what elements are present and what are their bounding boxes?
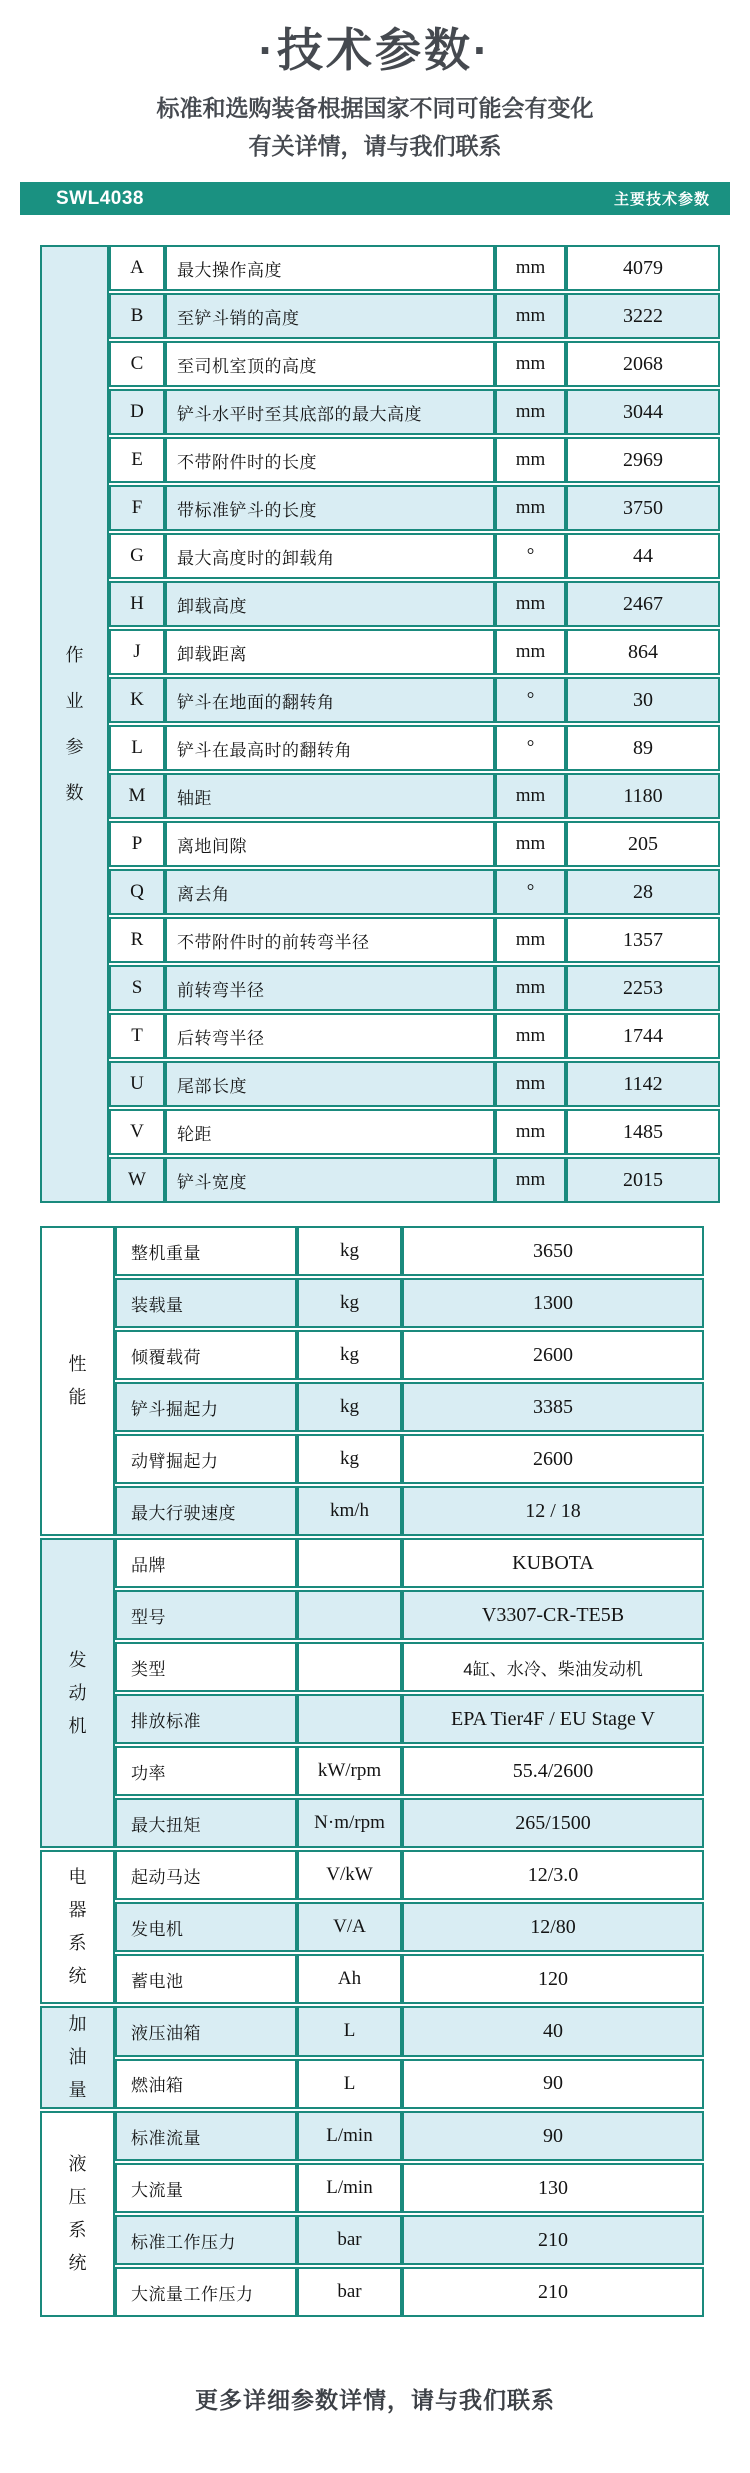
detail-item: 最大扭矩 — [115, 1798, 297, 1848]
detail-unit: Ah — [297, 1954, 402, 2004]
detail-value: EPA Tier4F / EU Stage V — [402, 1694, 704, 1744]
detail-row — [40, 1746, 704, 1796]
spec-item: 不带附件时的长度 — [165, 437, 495, 483]
spec-row-R — [40, 917, 720, 963]
spec-unit: mm — [495, 1109, 566, 1155]
spec-code: U — [109, 1061, 165, 1107]
spec-value: 2467 — [566, 581, 720, 627]
banner-label: 主要技术参数 — [613, 191, 710, 208]
detail-value: KUBOTA — [402, 1538, 704, 1588]
section-label-operating-parameters: 作 业 参 数 — [40, 245, 109, 1203]
spec-row-L — [40, 725, 720, 771]
detail-row — [40, 1694, 704, 1744]
detail-unit: km/h — [297, 1486, 402, 1536]
spec-item: 后转弯半径 — [165, 1013, 495, 1059]
spec-value: 2015 — [566, 1157, 720, 1203]
spec-unit: mm — [495, 245, 566, 291]
detail-unit — [297, 1538, 402, 1588]
detail-row — [40, 1954, 704, 2004]
detail-item: 液压油箱 — [115, 2006, 297, 2057]
spec-item: 铲斗在最高时的翻转角 — [165, 725, 495, 771]
detail-value: 40 — [402, 2006, 704, 2057]
detail-item: 装载量 — [115, 1278, 297, 1328]
detail-value: 90 — [402, 2111, 704, 2161]
spec-unit: ° — [495, 869, 566, 915]
spec-row-A — [40, 245, 720, 291]
detail-value: 55.4/2600 — [402, 1746, 704, 1796]
spec-item: 铲斗宽度 — [165, 1157, 495, 1203]
spec-unit: mm — [495, 1157, 566, 1203]
detail-value: 4缸、水冷、柴油发动机 — [402, 1642, 704, 1692]
model-name: SWL4038 — [56, 187, 144, 209]
spec-value: 1744 — [566, 1013, 720, 1059]
operating-parameters-table — [40, 243, 720, 1205]
detail-unit: kg — [297, 1226, 402, 1276]
spec-row-E — [40, 437, 720, 483]
spec-value: 2969 — [566, 437, 720, 483]
detail-unit: L — [297, 2059, 402, 2110]
detail-item: 排放标准 — [115, 1694, 297, 1744]
detail-row — [40, 1278, 704, 1328]
detail-value: 210 — [402, 2267, 704, 2317]
spec-value: 28 — [566, 869, 720, 915]
detail-row — [40, 1850, 704, 1900]
spec-unit: ° — [495, 725, 566, 771]
footer-note: 更多详细参数详情，请与我们联系 — [195, 2387, 555, 2413]
detail-unit — [297, 1694, 402, 1744]
spec-value: 2253 — [566, 965, 720, 1011]
detail-value: 120 — [402, 1954, 704, 2004]
detail-unit: bar — [297, 2215, 402, 2265]
detail-value: 12 / 18 — [402, 1486, 704, 1536]
spec-value: 1357 — [566, 917, 720, 963]
spec-row-T — [40, 1013, 720, 1059]
detail-unit: kW/rpm — [297, 1746, 402, 1796]
spec-item: 卸载高度 — [165, 581, 495, 627]
spec-item: 最大高度时的卸载角 — [165, 533, 495, 579]
spec-row-Q — [40, 869, 720, 915]
spec-unit: mm — [495, 821, 566, 867]
spec-unit: mm — [495, 1013, 566, 1059]
spec-item: 轴距 — [165, 773, 495, 819]
spec-unit: mm — [495, 485, 566, 531]
spec-item: 最大操作高度 — [165, 245, 495, 291]
detail-item: 铲斗掘起力 — [115, 1382, 297, 1432]
spec-row-S — [40, 965, 720, 1011]
spec-value: 1180 — [566, 773, 720, 819]
detail-unit: kg — [297, 1330, 402, 1380]
spec-code: Q — [109, 869, 165, 915]
spec-row-P — [40, 821, 720, 867]
spec-value: 4079 — [566, 245, 720, 291]
detail-row — [40, 1642, 704, 1692]
detail-value: 265/1500 — [402, 1798, 704, 1848]
detail-unit: N·m/rpm — [297, 1798, 402, 1848]
spec-value: 1142 — [566, 1061, 720, 1107]
detail-value: V3307-CR-TE5B — [402, 1590, 704, 1640]
detail-value: 12/3.0 — [402, 1850, 704, 1900]
detail-row — [40, 1590, 704, 1640]
spec-value: 30 — [566, 677, 720, 723]
page-title: ·技术参数· — [258, 24, 492, 76]
spec-item: 前转弯半径 — [165, 965, 495, 1011]
detail-item: 燃油箱 — [115, 2059, 297, 2110]
spec-value: 864 — [566, 629, 720, 675]
detail-row — [40, 1226, 704, 1276]
detail-unit — [297, 1590, 402, 1640]
spec-code: S — [109, 965, 165, 1011]
section-label-2: 电 器 系 统 — [40, 1850, 115, 2004]
spec-item: 不带附件时的前转弯半径 — [165, 917, 495, 963]
page-header — [0, 24, 750, 162]
detail-item: 最大行驶速度 — [115, 1486, 297, 1536]
spec-unit: ° — [495, 533, 566, 579]
detail-item: 起动马达 — [115, 1850, 297, 1900]
spec-value: 3044 — [566, 389, 720, 435]
spec-code: G — [109, 533, 165, 579]
spec-row-U — [40, 1061, 720, 1107]
detail-row — [40, 1902, 704, 1952]
spec-code: V — [109, 1109, 165, 1155]
detail-row — [40, 2111, 704, 2161]
spec-code: H — [109, 581, 165, 627]
spec-unit: mm — [495, 437, 566, 483]
machine-specs-table — [40, 1224, 704, 2319]
detail-item: 发电机 — [115, 1902, 297, 1952]
spec-item: 卸载距离 — [165, 629, 495, 675]
spec-row-V — [40, 1109, 720, 1155]
detail-row — [40, 2059, 704, 2110]
detail-item: 型号 — [115, 1590, 297, 1640]
spec-code: T — [109, 1013, 165, 1059]
detail-value: 1300 — [402, 1278, 704, 1328]
detail-row — [40, 2006, 704, 2057]
spec-row-K — [40, 677, 720, 723]
spec-item: 尾部长度 — [165, 1061, 495, 1107]
spec-item: 轮距 — [165, 1109, 495, 1155]
spec-code: E — [109, 437, 165, 483]
detail-row — [40, 2163, 704, 2213]
spec-value: 1485 — [566, 1109, 720, 1155]
spec-unit: mm — [495, 965, 566, 1011]
detail-row — [40, 1434, 704, 1484]
detail-unit: kg — [297, 1278, 402, 1328]
detail-unit: kg — [297, 1382, 402, 1432]
spec-unit: mm — [495, 629, 566, 675]
detail-item: 倾覆载荷 — [115, 1330, 297, 1380]
spec-unit: mm — [495, 1061, 566, 1107]
spec-unit: ° — [495, 677, 566, 723]
spec-row-F — [40, 485, 720, 531]
section-label-4: 液 压 系 统 — [40, 2111, 115, 2317]
detail-row — [40, 1330, 704, 1380]
detail-row — [40, 1538, 704, 1588]
detail-row — [40, 2267, 704, 2317]
detail-row — [40, 1486, 704, 1536]
spec-value: 89 — [566, 725, 720, 771]
detail-value: 3650 — [402, 1226, 704, 1276]
spec-item: 离地间隙 — [165, 821, 495, 867]
spec-code: R — [109, 917, 165, 963]
detail-unit: V/kW — [297, 1850, 402, 1900]
detail-item: 大流量工作压力 — [115, 2267, 297, 2317]
detail-value: 12/80 — [402, 1902, 704, 1952]
spec-row-M — [40, 773, 720, 819]
page-subtitle-2: 有关详情，请与我们联系 — [248, 133, 502, 159]
detail-value: 90 — [402, 2059, 704, 2110]
spec-unit: mm — [495, 581, 566, 627]
detail-unit: kg — [297, 1434, 402, 1484]
spec-code: D — [109, 389, 165, 435]
spec-row-C — [40, 341, 720, 387]
spec-code: K — [109, 677, 165, 723]
spec-unit: mm — [495, 917, 566, 963]
detail-row — [40, 1798, 704, 1848]
spec-item: 至铲斗销的高度 — [165, 293, 495, 339]
spec-item: 离去角 — [165, 869, 495, 915]
spec-unit: mm — [495, 341, 566, 387]
spec-code: F — [109, 485, 165, 531]
spec-row-W — [40, 1157, 720, 1203]
detail-item: 标准流量 — [115, 2111, 297, 2161]
detail-value: 2600 — [402, 1330, 704, 1380]
spec-item: 至司机室顶的高度 — [165, 341, 495, 387]
spec-item: 铲斗水平时至其底部的最大高度 — [165, 389, 495, 435]
section-label-3: 加 油 量 — [40, 2006, 115, 2109]
spec-item: 铲斗在地面的翻转角 — [165, 677, 495, 723]
spec-code: J — [109, 629, 165, 675]
spec-unit: mm — [495, 389, 566, 435]
detail-item: 品牌 — [115, 1538, 297, 1588]
detail-item: 蓄电池 — [115, 1954, 297, 2004]
spec-code: L — [109, 725, 165, 771]
detail-item: 类型 — [115, 1642, 297, 1692]
detail-unit — [297, 1642, 402, 1692]
detail-unit: L — [297, 2006, 402, 2057]
detail-value: 2600 — [402, 1434, 704, 1484]
detail-item: 功率 — [115, 1746, 297, 1796]
spec-code: W — [109, 1157, 165, 1203]
model-banner — [20, 182, 730, 215]
spec-value: 2068 — [566, 341, 720, 387]
detail-unit: L/min — [297, 2163, 402, 2213]
spec-value: 205 — [566, 821, 720, 867]
spec-row-H — [40, 581, 720, 627]
detail-item: 整机重量 — [115, 1226, 297, 1276]
detail-item: 动臂掘起力 — [115, 1434, 297, 1484]
detail-unit: V/A — [297, 1902, 402, 1952]
detail-row — [40, 2215, 704, 2265]
spec-code: C — [109, 341, 165, 387]
spec-row-J — [40, 629, 720, 675]
section-label-0: 性 能 — [40, 1226, 115, 1536]
spec-value: 44 — [566, 533, 720, 579]
spec-code: B — [109, 293, 165, 339]
detail-row — [40, 1382, 704, 1432]
spec-unit: mm — [495, 293, 566, 339]
spec-row-B — [40, 293, 720, 339]
detail-value: 210 — [402, 2215, 704, 2265]
detail-unit: bar — [297, 2267, 402, 2317]
spec-item: 带标准铲斗的长度 — [165, 485, 495, 531]
spec-row-D — [40, 389, 720, 435]
section-label-1: 发 动 机 — [40, 1538, 115, 1848]
detail-item: 大流量 — [115, 2163, 297, 2213]
detail-value: 3385 — [402, 1382, 704, 1432]
detail-value: 130 — [402, 2163, 704, 2213]
detail-unit: L/min — [297, 2111, 402, 2161]
spec-value: 3750 — [566, 485, 720, 531]
spec-code: M — [109, 773, 165, 819]
spec-code: A — [109, 245, 165, 291]
spec-value: 3222 — [566, 293, 720, 339]
detail-item: 标准工作压力 — [115, 2215, 297, 2265]
spec-code: P — [109, 821, 165, 867]
spec-row-G — [40, 533, 720, 579]
spec-unit: mm — [495, 773, 566, 819]
page-subtitle-1: 标准和选购装备根据国家不同可能会有变化 — [156, 95, 594, 121]
